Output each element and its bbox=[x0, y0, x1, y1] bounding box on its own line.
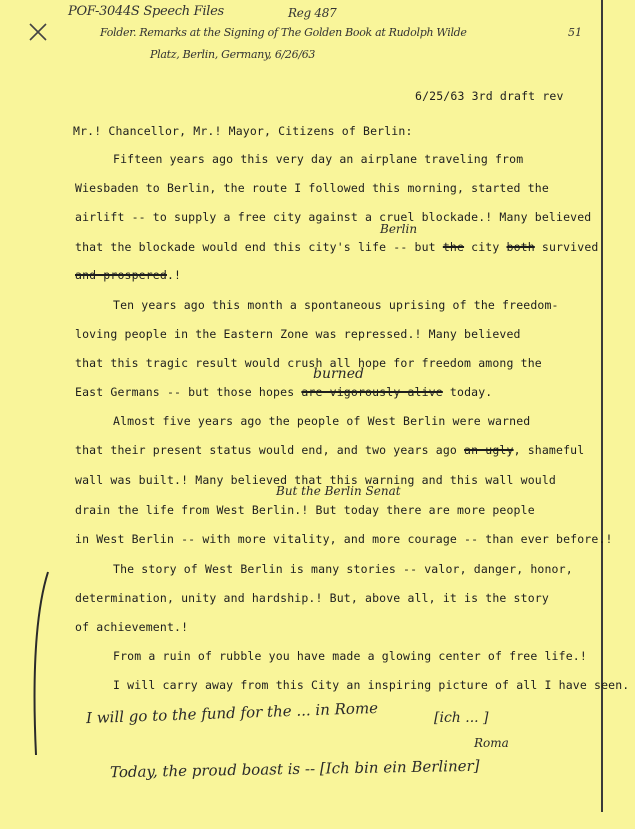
p4-line2: determination, unity and hardship.! But, above all, it is the story bbox=[75, 591, 549, 605]
reg-annotation: Reg 487 bbox=[288, 6, 337, 20]
p6-line1: I will carry away from this City an inspiring picture of all I have seen. bbox=[113, 678, 630, 692]
p3-line2-text-a: that their present status would end, and two years ago bbox=[75, 443, 465, 457]
p1-line4-text-b: city bbox=[464, 240, 507, 254]
p3-line3: wall was built.! Many believed that this warning and this wall would bbox=[75, 473, 557, 487]
margin-bracket-line bbox=[30, 570, 54, 760]
p5-line1: From a ruin of rubble you have made a glowing center of free life.! bbox=[113, 649, 587, 663]
struck-word: the bbox=[442, 240, 465, 254]
p2-line2: loving people in the Eastern Zone was repressed.! Many believed bbox=[75, 327, 521, 341]
p1-line3: airlift -- to supply a free city against a cruel blockade.! Many believed bbox=[75, 210, 592, 224]
p1-line1: Fifteen years ago this very day an airplane traveling from bbox=[113, 152, 524, 166]
p3-line2 bbox=[75, 443, 584, 457]
p3-line1: Almost five years ago the people of West Berlin were warned bbox=[113, 414, 531, 428]
insert-berlin: Berlin bbox=[380, 222, 418, 236]
struck-phrase: are vigorously alive bbox=[301, 385, 443, 399]
struck-phrase: an ugly bbox=[464, 443, 514, 457]
folder-annotation-line1: Folder. Remarks at the Signing of The Golden Book at Rudolph Wilde bbox=[100, 26, 467, 39]
handwritten-bracket-text: [ich ... ] bbox=[434, 710, 489, 726]
p4-line1: The story of West Berlin is many stories -- valor, danger, honor, bbox=[113, 562, 573, 576]
corner-mark-icon bbox=[26, 20, 52, 46]
page-number: 51 bbox=[568, 26, 582, 39]
p1-line2: Wiesbaden to Berlin, the route I followed this morning, started the bbox=[75, 181, 549, 195]
handwritten-line1: I will go to the fund for the ... in Rome bbox=[85, 698, 379, 728]
p2-line4 bbox=[75, 385, 492, 399]
p1-line4-text-c: survived bbox=[534, 240, 599, 254]
p1-line5 bbox=[75, 268, 181, 282]
p1-line4-text-a: that the blockade would end this city's life -- but bbox=[75, 240, 443, 254]
p4-line3: of achievement.! bbox=[75, 620, 189, 634]
insert-burned: burned bbox=[313, 366, 364, 382]
struck-word: both bbox=[506, 240, 535, 254]
p3-line4: drain the life from West Berlin.! But today there are more people bbox=[75, 503, 535, 517]
draft-date: 6/25/63 3rd draft rev bbox=[415, 89, 564, 103]
p2-line4-text-a: East Germans -- but those hopes bbox=[75, 385, 302, 399]
handwritten-line2: Today, the proud boast is -- [Ich bin ein Berliner] bbox=[109, 756, 480, 782]
handwritten-roma: Roma bbox=[474, 736, 509, 750]
p3-line5: in West Berlin -- with more vitality, and more courage -- than ever before.! bbox=[75, 532, 613, 546]
p2-line1: Ten years ago this month a spontaneous uprising of the freedom- bbox=[113, 298, 559, 312]
file-code-annotation: POF-3044S Speech Files bbox=[68, 4, 224, 19]
insert-berlin-senat: But the Berlin Senat bbox=[276, 484, 401, 498]
p3-line2-text-b: , shameful bbox=[513, 443, 585, 457]
p1-line4 bbox=[75, 240, 598, 254]
p1-line5-end: .! bbox=[166, 268, 182, 282]
salutation: Mr.! Chancellor, Mr.! Mayor, Citizens of Berlin: bbox=[73, 124, 413, 138]
folder-annotation-line2: Platz, Berlin, Germany, 6/26/63 bbox=[150, 48, 316, 61]
p2-line4-text-b: today. bbox=[442, 385, 493, 399]
struck-phrase: and prospered bbox=[75, 268, 167, 282]
p2-line3: that this tragic result would crush all hope for freedom among the bbox=[75, 356, 542, 370]
